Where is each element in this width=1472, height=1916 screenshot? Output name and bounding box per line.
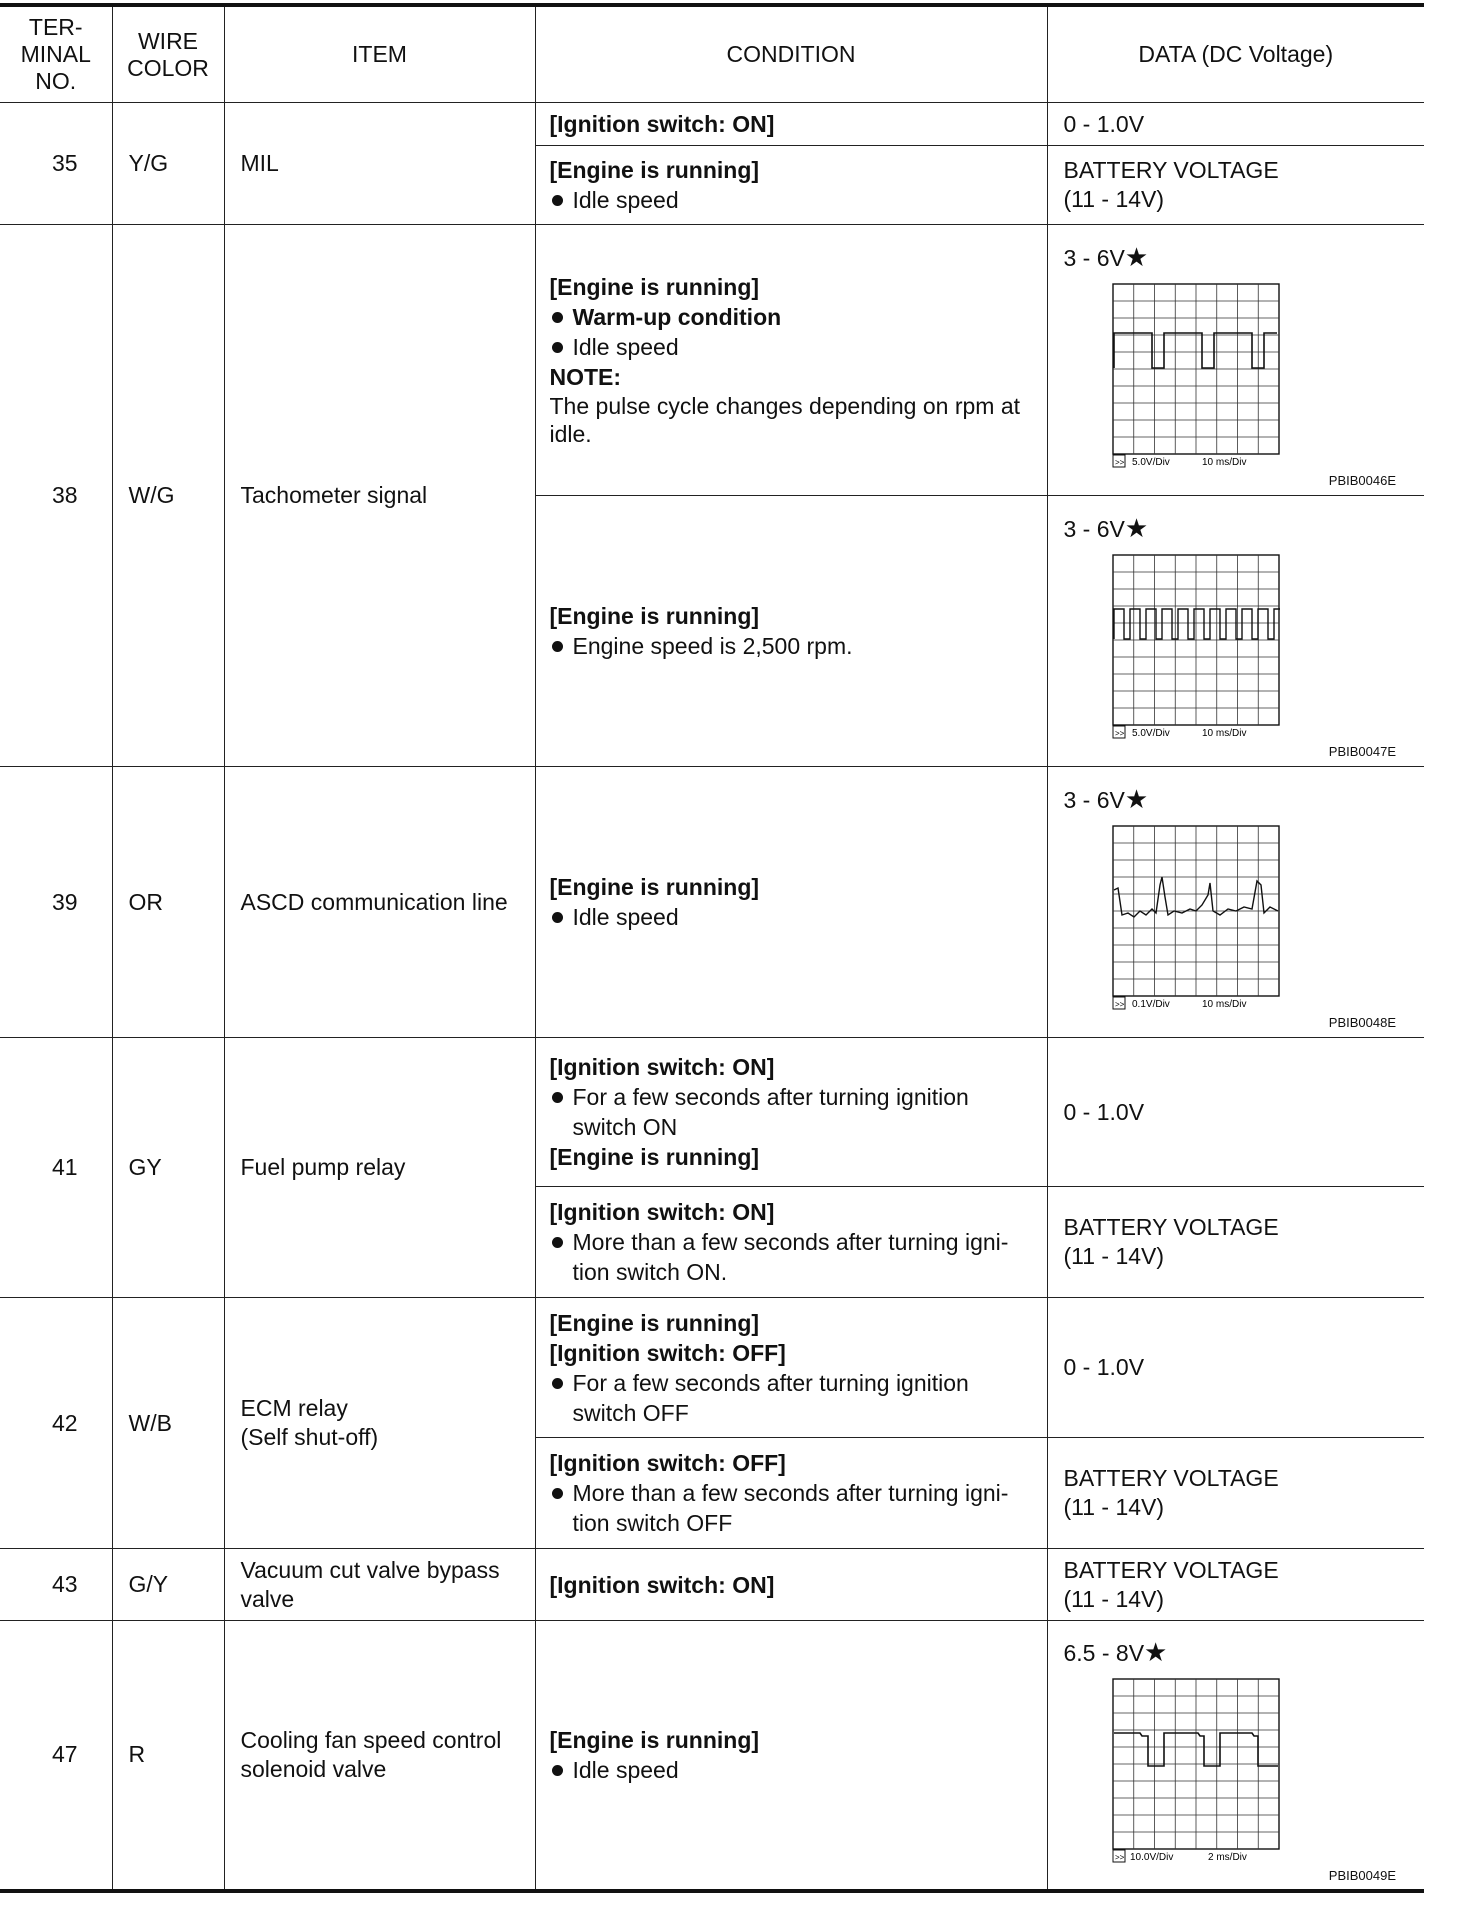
table-row <box>0 1038 1424 1187</box>
bullet-icon <box>552 1092 563 1103</box>
waveform-voltage: 3 - 6V <box>1063 516 1125 542</box>
item-name: Vacuum cut valve bypass valve <box>224 1549 535 1621</box>
header-item: ITEM <box>224 5 535 103</box>
terminal-number: 47 <box>0 1621 112 1891</box>
volts-per-div: 10.0V/Div <box>1129 1851 1173 1863</box>
bullet-icon <box>552 1378 563 1389</box>
table-row <box>0 1549 1424 1621</box>
condition-cell: [Engine is running] [Ignition switch: OFF] For a few seconds after turning ignition switch OFF <box>535 1298 1047 1438</box>
wire-color: W/G <box>112 225 224 767</box>
star-icon: ★ <box>1124 784 1149 814</box>
condition-cell: [Ignition switch: ON] For a few seconds after turning ignition switch ON [Engine is running] <box>535 1038 1047 1187</box>
oscilloscope-waveform <box>1112 283 1282 469</box>
table-row <box>0 1298 1424 1438</box>
data-cell: BATTERY VOLTAGE (11 - 14V) <box>1047 1438 1424 1549</box>
header-data: DATA (DC Voltage) <box>1047 5 1424 103</box>
header-row <box>0 5 1424 103</box>
svg-text:>>: >> <box>1114 1000 1124 1009</box>
bullet-icon <box>552 195 563 206</box>
data-cell: 0 - 1.0V <box>1047 1038 1424 1187</box>
table-row <box>0 767 1424 1038</box>
data-cell: BATTERY VOLTAGE (11 - 14V) <box>1047 146 1424 225</box>
bullet-icon <box>552 912 563 923</box>
header-condition: CONDITION <box>535 5 1047 103</box>
waveform-voltage: 6.5 - 8V <box>1063 1639 1145 1666</box>
condition-cell: [Ignition switch: ON] More than a few seconds after turning igni-tion switch ON. <box>535 1187 1047 1298</box>
star-icon: ★ <box>1124 242 1149 272</box>
item-name: ECM relay (Self shut-off) <box>224 1298 535 1549</box>
data-cell: 0 - 1.0V <box>1047 103 1424 146</box>
terminal-data-table <box>0 3 1424 1893</box>
table-row <box>0 1621 1424 1891</box>
figure-code: PBIB0046E <box>1328 473 1396 488</box>
bullet-icon <box>552 312 563 323</box>
header-terminal: TER- MINAL NO. <box>0 5 112 103</box>
condition-cell: [Ignition switch: OFF] More than a few seconds after turning igni-tion switch OFF <box>535 1438 1047 1549</box>
bullet-icon <box>552 1237 563 1248</box>
item-name: ASCD communication line <box>224 767 535 1038</box>
time-per-div: 10 ms/Div <box>1201 457 1246 468</box>
svg-text:>>: >> <box>1114 458 1124 467</box>
oscilloscope-waveform <box>1112 825 1282 1011</box>
condition-cell: [Engine is running] Warm-up condition Idle speed NOTE: The pulse cycle changes depending on rpm at idle. <box>535 225 1047 496</box>
wire-color: R <box>112 1621 224 1891</box>
item-name: Fuel pump relay <box>224 1038 535 1298</box>
waveform-voltage: 3 - 6V <box>1063 787 1125 813</box>
wire-color: GY <box>112 1038 224 1298</box>
data-cell <box>1047 1621 1424 1891</box>
time-per-div: 2 ms/Div <box>1207 1851 1247 1863</box>
volts-per-div: 5.0V/Div <box>1131 457 1170 468</box>
svg-text:>>: >> <box>1114 1852 1124 1862</box>
table-row <box>0 225 1424 496</box>
oscilloscope-waveform <box>1112 1678 1282 1864</box>
time-per-div: 10 ms/Div <box>1201 728 1246 739</box>
svg-text:>>: >> <box>1114 729 1124 738</box>
data-cell: 0 - 1.0V <box>1047 1298 1424 1438</box>
bullet-icon <box>552 1488 563 1499</box>
oscilloscope-waveform <box>1112 554 1282 740</box>
data-cell: BATTERY VOLTAGE (11 - 14V) <box>1047 1549 1424 1621</box>
terminal-number: 42 <box>0 1298 112 1549</box>
bullet-icon <box>552 1765 563 1776</box>
data-cell <box>1047 767 1424 1038</box>
star-icon: ★ <box>1144 1636 1168 1667</box>
terminal-number: 38 <box>0 225 112 767</box>
condition-cell: [Ignition switch: ON] <box>535 1549 1047 1621</box>
figure-code: PBIB0047E <box>1328 744 1396 759</box>
condition-cell: [Ignition switch: ON] <box>535 103 1047 146</box>
figure-code: PBIB0049E <box>1328 1867 1396 1883</box>
figure-code: PBIB0048E <box>1328 1015 1396 1030</box>
terminal-number: 41 <box>0 1038 112 1298</box>
item-name: Tachometer signal <box>224 225 535 767</box>
waveform-voltage: 3 - 6V <box>1063 245 1125 271</box>
data-cell <box>1047 225 1424 496</box>
wire-color: W/B <box>112 1298 224 1549</box>
wire-color: G/Y <box>112 1549 224 1621</box>
item-name: MIL <box>224 103 535 225</box>
volts-per-div: 5.0V/Div <box>1131 728 1170 739</box>
volts-per-div: 0.1V/Div <box>1131 999 1170 1010</box>
time-per-div: 10 ms/Div <box>1201 999 1246 1010</box>
bullet-icon <box>552 342 563 353</box>
table-row <box>0 103 1424 146</box>
header-wire-color: WIRE COLOR <box>112 5 224 103</box>
star-icon: ★ <box>1124 513 1149 543</box>
wire-color: OR <box>112 767 224 1038</box>
terminal-number: 35 <box>0 103 112 225</box>
condition-cell: [Engine is running] Idle speed <box>535 767 1047 1038</box>
data-cell: BATTERY VOLTAGE (11 - 14V) <box>1047 1187 1424 1298</box>
condition-cell: [Engine is running] Engine speed is 2,500 rpm. <box>535 496 1047 767</box>
terminal-number: 43 <box>0 1549 112 1621</box>
wire-color: Y/G <box>112 103 224 225</box>
condition-cell: [Engine is running] Idle speed <box>535 1621 1047 1891</box>
condition-cell: [Engine is running] Idle speed <box>535 146 1047 225</box>
data-cell <box>1047 496 1424 767</box>
bullet-icon <box>552 641 563 652</box>
terminal-number: 39 <box>0 767 112 1038</box>
item-name: Cooling fan speed control solenoid valve <box>224 1621 535 1891</box>
